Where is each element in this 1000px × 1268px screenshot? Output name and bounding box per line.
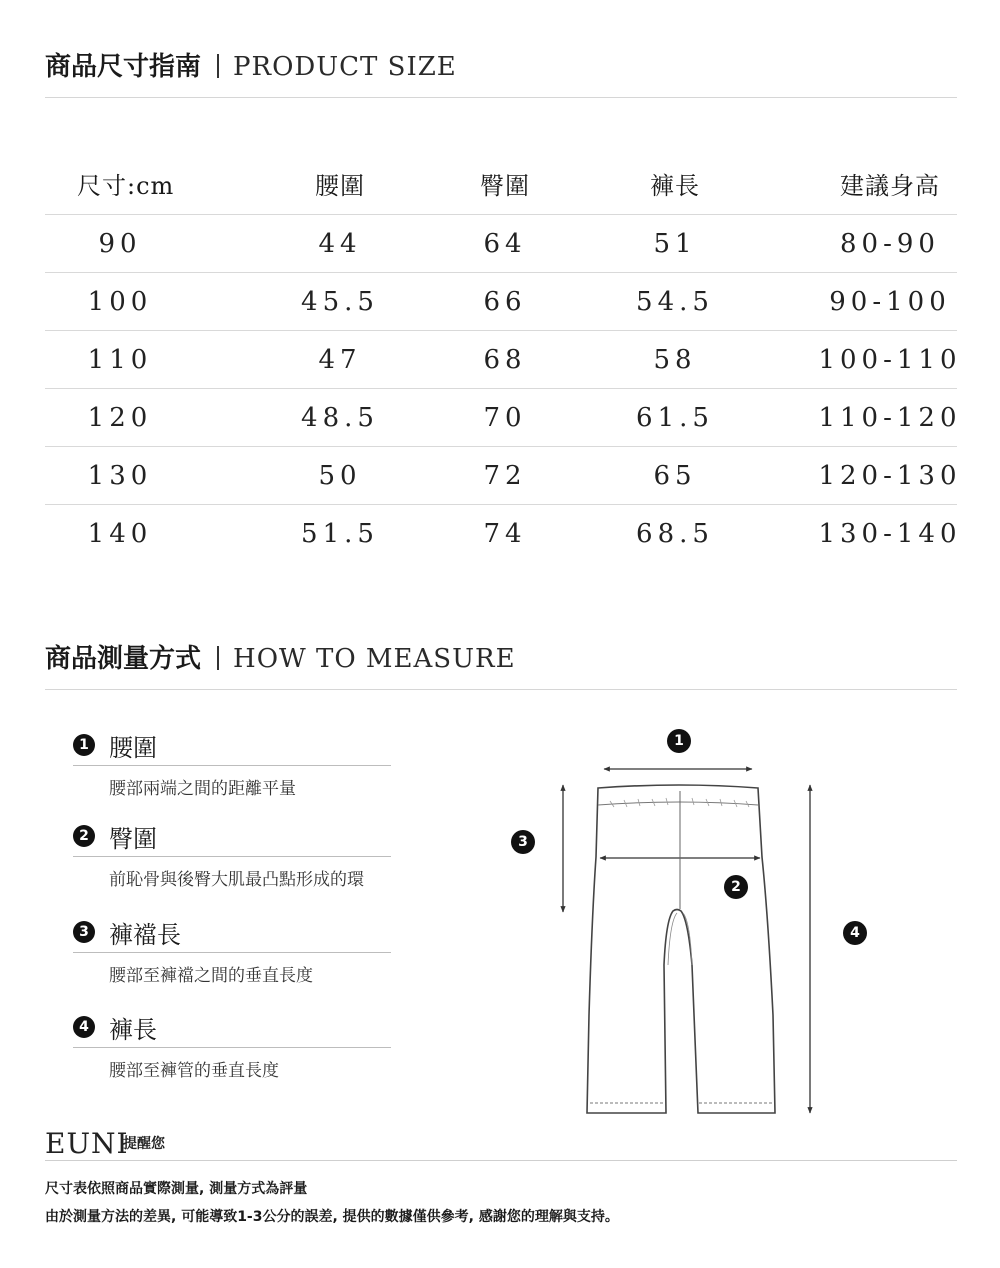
brand-logo: EUNI — [45, 1127, 129, 1160]
cell-height: 110-120 — [818, 402, 962, 433]
table-header-row — [45, 152, 957, 215]
number-badge: 4 — [73, 1016, 95, 1038]
measure-description: 腰部至褲襠之間的垂直長度 — [109, 966, 313, 986]
title-separator — [217, 646, 219, 670]
header-length: 褲長 — [650, 171, 700, 200]
cell-size: 110 — [87, 344, 153, 375]
cell-length: 68.5 — [636, 518, 714, 549]
section-divider — [45, 689, 957, 690]
header-size: 尺寸:cm — [77, 171, 175, 200]
number-badge: 3 — [73, 921, 95, 943]
measure-item-length — [73, 1007, 391, 1081]
size-title-en: PRODUCT SIZE — [233, 52, 457, 82]
cell-hip: 68 — [483, 344, 527, 375]
footer-note-line-1: 尺寸表依照商品實際測量, 測量方式為評量 — [45, 1181, 308, 1197]
pants-measure-diagram — [518, 715, 900, 1125]
cell-waist: 47 — [318, 344, 362, 375]
cell-waist: 44 — [318, 228, 362, 259]
cell-hip: 72 — [483, 460, 527, 491]
measure-label: 臀圍 — [109, 824, 157, 853]
cell-size: 140 — [87, 518, 153, 549]
cell-waist: 48.5 — [301, 402, 379, 433]
diagram-badge-waist: 1 — [667, 729, 691, 753]
cell-hip: 74 — [483, 518, 527, 549]
cell-height: 90-100 — [829, 286, 951, 317]
measure-label: 褲長 — [109, 1015, 157, 1044]
number-badge: 2 — [73, 825, 95, 847]
size-title-zh: 商品尺寸指南 — [45, 52, 202, 82]
cell-waist: 51.5 — [301, 518, 379, 549]
header-hip: 臀圍 — [480, 171, 530, 200]
cell-length: 61.5 — [636, 402, 714, 433]
size-section-title — [45, 46, 457, 83]
cell-height: 130-140 — [818, 518, 962, 549]
cell-length: 54.5 — [636, 286, 714, 317]
cell-length: 65 — [653, 460, 697, 491]
cell-hip: 66 — [483, 286, 527, 317]
size-table — [45, 152, 962, 562]
footer-note-line-2: 由於測量方法的差異, 可能導致1-3公分的誤差, 提供的數據僅供參考, 感謝您的理解與支持。 — [45, 1209, 619, 1225]
measure-item-rise — [73, 912, 391, 986]
cell-size: 90 — [98, 228, 142, 259]
measure-description: 腰部兩端之間的距離平量 — [109, 779, 296, 799]
reminder-label: 提醒您 — [123, 1136, 165, 1152]
section-divider — [45, 97, 957, 98]
diagram-badge-rise: 3 — [511, 830, 535, 854]
cell-size: 120 — [87, 402, 153, 433]
cell-waist: 45.5 — [301, 286, 379, 317]
cell-height: 80-90 — [840, 228, 940, 259]
cell-size: 100 — [87, 286, 153, 317]
cell-length: 58 — [653, 344, 697, 375]
number-badge: 1 — [73, 734, 95, 756]
diagram-badge-length: 4 — [843, 921, 867, 945]
cell-size: 130 — [87, 460, 153, 491]
measure-label: 褲襠長 — [109, 920, 181, 949]
cell-height: 120-130 — [818, 460, 962, 491]
measure-section-title — [45, 638, 516, 675]
pants-diagram-icon — [540, 715, 900, 1125]
cell-hip: 64 — [483, 228, 527, 259]
footer-divider — [45, 1160, 957, 1161]
header-height: 建議身高 — [840, 171, 940, 200]
measure-item-waist — [73, 725, 391, 799]
measure-description: 腰部至褲管的垂直長度 — [109, 1061, 279, 1081]
table-row — [45, 389, 962, 447]
title-separator — [217, 54, 219, 78]
measure-label: 腰圍 — [109, 733, 157, 762]
measure-item-hip — [73, 816, 391, 890]
table-row — [45, 331, 962, 389]
measure-description: 前恥骨與後臀大肌最凸點形成的環 — [109, 870, 364, 890]
measure-title-en: HOW TO MEASURE — [233, 644, 516, 674]
table-row — [45, 447, 962, 505]
diagram-badge-hip: 2 — [724, 875, 748, 899]
header-waist: 腰圍 — [315, 171, 365, 200]
table-row — [45, 273, 957, 331]
cell-hip: 70 — [483, 402, 527, 433]
table-row — [45, 505, 962, 562]
table-row — [45, 215, 957, 273]
cell-height: 100-110 — [818, 344, 962, 375]
measure-title-zh: 商品測量方式 — [45, 644, 202, 674]
cell-waist: 50 — [318, 460, 362, 491]
cell-length: 51 — [653, 228, 697, 259]
